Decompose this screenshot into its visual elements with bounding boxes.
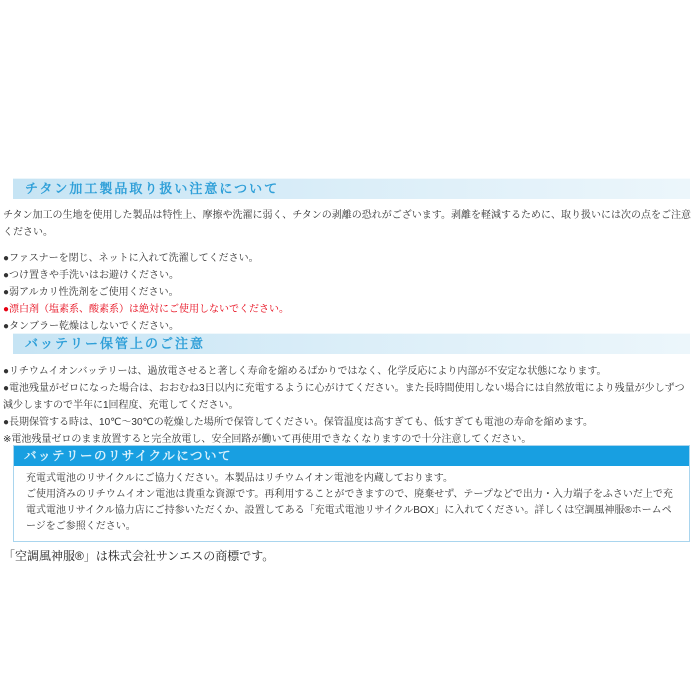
trademark-note: 「空調風神服®」は株式会社サンエスの商標です。 (3, 549, 275, 563)
list-item: ●長期保管する時は、10℃～30℃の乾燥した場所で保管してください。保管温度は高すぎても、低すぎても電池の寿命を縮めます。 (3, 417, 593, 428)
recycle-paragraph: ご使用済みのリチウムイオン電池は貴重な資源です。再利用することができますので、廃棄せず、テープなどで出力・入力端子をふさいだ上で充電式電池リサイクル協力店にご持参いただくか、設置してある「充電式電池リサイクルBOX」に入れてください。詳しくは空調風神服®ホームページをご参照ください。 (26, 489, 673, 532)
list-item: ●タンブラー乾燥はしないでください。 (3, 321, 180, 332)
list-item: ●電池残量がゼロになった場合は、おおむね3日以内に充電するように心がけてください。また長時間使用しない場合には自然放電により残量が少しずつ減少しますので半年に1回程度、充電してください。 (3, 383, 685, 411)
list-item: ●つけ置きや手洗いはお避けください。 (3, 270, 180, 281)
titanium-bullet-list (3, 250, 692, 335)
battery-bullet-list (3, 363, 692, 448)
recycle-box-body (14, 466, 689, 541)
section-header-titanium: チタン加工製品取り扱い注意について (13, 178, 690, 199)
list-item-note: ※電池残量ゼロのまま放置すると完全放電し、安全回路が働いて再使用できなくなりますので十分注意してください。 (3, 434, 532, 445)
list-item: ●ファスナーを閉じ、ネットに入れて洗濯してください。 (3, 253, 259, 264)
recycle-box-header: バッテリーのリサイクルについて (14, 446, 689, 466)
section-header-battery: バッテリー保管上のご注意 (13, 333, 690, 354)
list-item-warning: ●漂白剤（塩素系、酸素系）は絶対にご使用しないでください。 (3, 304, 290, 315)
titanium-intro-text: チタン加工の生地を使用した製品は特性上、摩擦や洗濯に弱く、チタンの剥離の恐れがございます。剥離を軽減するために、取り扱いには次の点をご注意ください。 (3, 210, 691, 238)
recycle-paragraph: 充電式電池のリサイクルにご協力ください。本製品はリチウムイオン電池を内蔵しております。 (26, 473, 453, 484)
list-item: ●リチウムイオンバッテリーは、過放電させると著しく寿命を縮めるばかりではなく、化学反応により内部が不安定な状態になります。 (3, 366, 607, 377)
battery-recycle-box (13, 445, 690, 542)
list-item: ●弱アルカリ性洗剤をご使用ください。 (3, 287, 179, 298)
